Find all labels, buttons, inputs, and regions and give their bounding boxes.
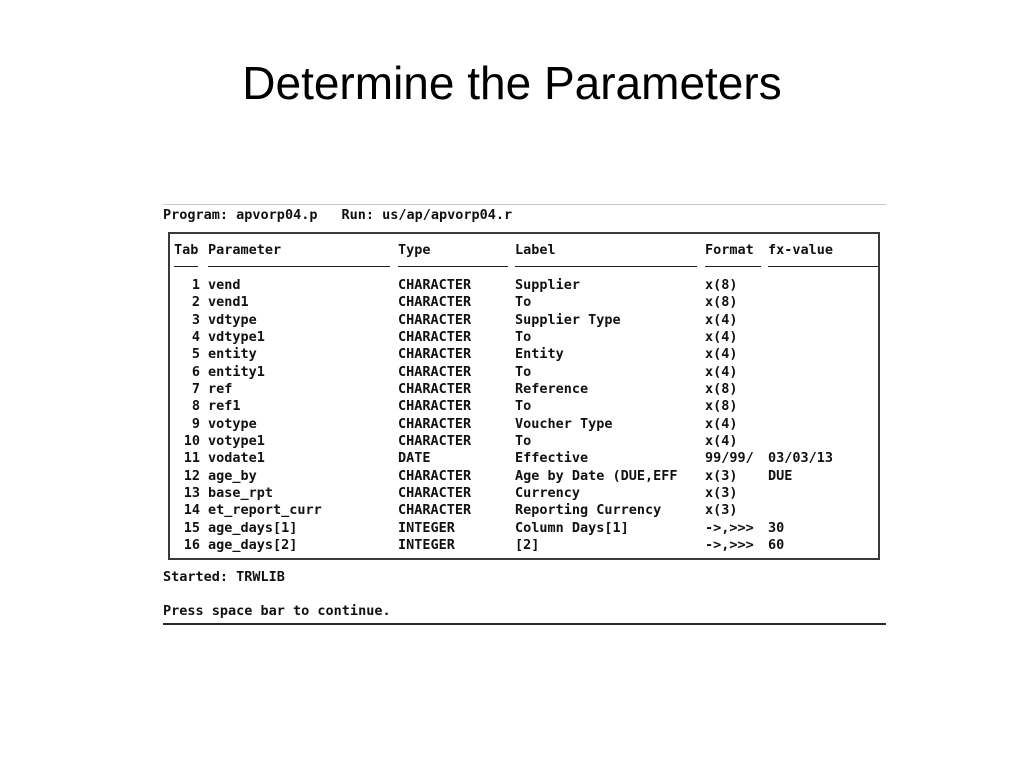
row-label: To bbox=[515, 329, 532, 346]
row-parameter: entity bbox=[208, 346, 257, 363]
row-tab: 4 bbox=[191, 329, 200, 346]
run-label: Run: bbox=[341, 207, 374, 223]
row-label: Entity bbox=[515, 346, 564, 363]
row-format: x(3) bbox=[705, 485, 738, 502]
started-line bbox=[163, 569, 285, 586]
row-tab: 10 bbox=[183, 433, 200, 450]
row-fx-value: 30 bbox=[768, 519, 785, 536]
row-type: INTEGER bbox=[398, 519, 455, 536]
row-tab: 2 bbox=[191, 294, 200, 311]
row-parameter: age_days[1] bbox=[208, 519, 298, 536]
row-format: x(4) bbox=[705, 346, 738, 363]
row-type: CHARACTER bbox=[398, 485, 472, 502]
row-format: ->,>>> bbox=[705, 519, 754, 536]
row-tab: 16 bbox=[183, 537, 200, 554]
row-parameter: age_days[2] bbox=[208, 537, 298, 554]
row-parameter: vend bbox=[208, 277, 241, 293]
table-row bbox=[170, 416, 878, 433]
table-row bbox=[170, 346, 878, 363]
row-label: Supplier Type bbox=[515, 311, 621, 328]
row-format: 99/99/ bbox=[705, 450, 754, 467]
parameter-table bbox=[168, 232, 880, 560]
row-tab: 8 bbox=[191, 398, 200, 415]
table-row bbox=[170, 277, 878, 294]
row-parameter: age_by bbox=[208, 467, 257, 484]
row-format: x(4) bbox=[705, 329, 738, 346]
row-tab: 7 bbox=[191, 381, 200, 398]
row-type: CHARACTER bbox=[398, 381, 472, 398]
row-type: CHARACTER bbox=[398, 346, 472, 363]
row-type: CHARACTER bbox=[398, 363, 472, 380]
table-row bbox=[170, 502, 878, 519]
table-row bbox=[170, 433, 878, 450]
row-type: DATE bbox=[398, 450, 431, 467]
row-tab: 14 bbox=[183, 502, 200, 519]
row-label: Age by Date (DUE,EFF bbox=[515, 467, 678, 484]
header-rule-parameter bbox=[208, 266, 390, 267]
parameter-rows bbox=[170, 277, 878, 555]
header-rule-fx-value bbox=[768, 266, 878, 267]
table-row bbox=[170, 398, 878, 415]
continue-prompt: Press space bar to continue. bbox=[163, 603, 391, 619]
terminal-screen bbox=[163, 204, 886, 625]
row-type: CHARACTER bbox=[398, 398, 472, 415]
row-label: [2] bbox=[515, 537, 540, 554]
row-label: Reporting Currency bbox=[515, 502, 662, 519]
row-type: CHARACTER bbox=[398, 277, 472, 293]
header-rule-format bbox=[705, 266, 761, 267]
row-format: x(4) bbox=[705, 363, 738, 380]
row-fx-value: 03/03/13 bbox=[768, 450, 834, 467]
program-value: apvorp04.p bbox=[236, 207, 318, 223]
row-tab: 5 bbox=[191, 346, 200, 363]
table-row bbox=[170, 381, 878, 398]
table-row bbox=[170, 537, 878, 554]
row-label: Voucher Type bbox=[515, 415, 613, 432]
row-format: x(3) bbox=[705, 467, 738, 484]
row-tab: 13 bbox=[183, 485, 200, 502]
table-row bbox=[170, 329, 878, 346]
row-format: x(8) bbox=[705, 398, 738, 415]
row-type: CHARACTER bbox=[398, 502, 472, 519]
row-tab: 12 bbox=[183, 467, 200, 484]
row-type: INTEGER bbox=[398, 537, 455, 554]
row-fx-value: 60 bbox=[768, 537, 785, 554]
row-tab: 9 bbox=[191, 415, 200, 432]
row-tab: 1 bbox=[191, 277, 200, 293]
row-type: CHARACTER bbox=[398, 294, 472, 311]
row-type: CHARACTER bbox=[398, 329, 472, 346]
row-label: Reference bbox=[515, 381, 589, 398]
column-header-format: Format bbox=[705, 242, 754, 258]
row-parameter: base_rpt bbox=[208, 485, 274, 502]
row-format: x(8) bbox=[705, 277, 738, 293]
row-parameter: et_report_curr bbox=[208, 502, 322, 519]
row-label: Effective bbox=[515, 450, 589, 467]
row-label: Column Days[1] bbox=[515, 519, 629, 536]
column-header-type: Type bbox=[398, 242, 431, 258]
row-type: CHARACTER bbox=[398, 433, 472, 450]
row-parameter: vdtype bbox=[208, 311, 257, 328]
column-header-label: Label bbox=[515, 242, 556, 258]
row-type: CHARACTER bbox=[398, 415, 472, 432]
row-format: x(8) bbox=[705, 381, 738, 398]
table-row bbox=[170, 468, 878, 485]
row-label: To bbox=[515, 363, 532, 380]
row-tab: 3 bbox=[191, 311, 200, 328]
table-row bbox=[170, 450, 878, 467]
row-tab: 6 bbox=[191, 363, 200, 380]
row-parameter: vdtype1 bbox=[208, 329, 265, 346]
table-row bbox=[170, 485, 878, 502]
column-header-tab: Tab bbox=[174, 242, 199, 258]
row-tab: 15 bbox=[183, 519, 200, 536]
row-format: x(4) bbox=[705, 415, 738, 432]
header-rule-type bbox=[398, 266, 508, 267]
header-rule-label bbox=[515, 266, 697, 267]
row-parameter: vend1 bbox=[208, 294, 249, 311]
table-row bbox=[170, 520, 878, 537]
column-header-parameter: Parameter bbox=[208, 242, 282, 258]
row-label: To bbox=[515, 398, 532, 415]
row-label: To bbox=[515, 294, 532, 311]
program-line bbox=[163, 207, 512, 224]
row-fx-value: DUE bbox=[768, 467, 793, 484]
row-format: x(4) bbox=[705, 311, 738, 328]
row-format: x(3) bbox=[705, 502, 738, 519]
column-header-fx-value: fx-value bbox=[768, 242, 834, 258]
slide-title: Determine the Parameters bbox=[242, 57, 782, 109]
run-value: us/ap/apvorp04.r bbox=[382, 207, 513, 223]
row-label: Supplier bbox=[515, 277, 581, 293]
table-row bbox=[170, 294, 878, 311]
started-label: Started: bbox=[163, 569, 229, 585]
row-format: x(4) bbox=[705, 433, 738, 450]
row-parameter: votype1 bbox=[208, 433, 265, 450]
row-parameter: ref bbox=[208, 381, 233, 398]
row-format: ->,>>> bbox=[705, 537, 754, 554]
row-tab: 11 bbox=[183, 450, 200, 467]
row-label: To bbox=[515, 433, 532, 450]
row-format: x(8) bbox=[705, 294, 738, 311]
row-parameter: vodate1 bbox=[208, 450, 265, 467]
row-parameter: entity1 bbox=[208, 363, 265, 380]
started-value: TRWLIB bbox=[236, 569, 285, 585]
row-type: CHARACTER bbox=[398, 467, 472, 484]
row-parameter: ref1 bbox=[208, 398, 241, 415]
program-label: Program: bbox=[163, 207, 229, 223]
header-rule-tab bbox=[174, 266, 198, 267]
table-row bbox=[170, 364, 878, 381]
row-label: Currency bbox=[515, 485, 581, 502]
row-type: CHARACTER bbox=[398, 311, 472, 328]
table-row bbox=[170, 312, 878, 329]
row-parameter: votype bbox=[208, 415, 257, 432]
